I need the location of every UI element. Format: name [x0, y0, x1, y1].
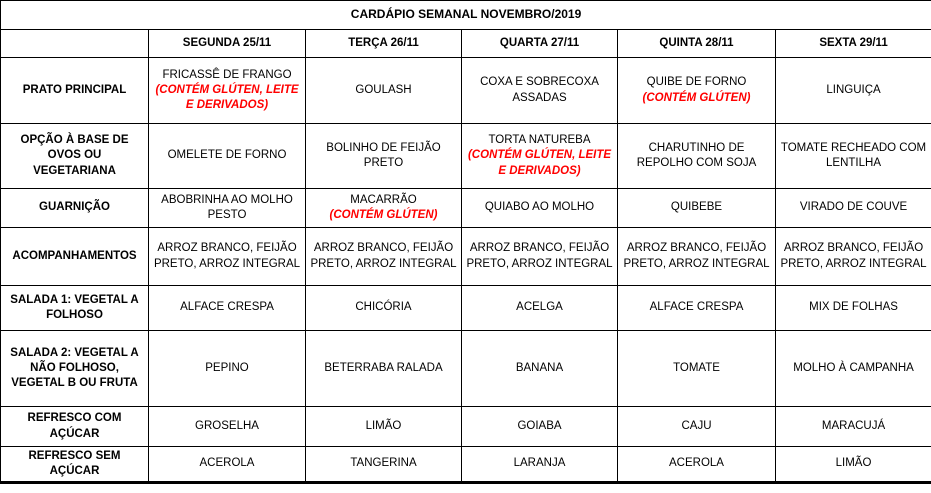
menu-cell — [149, 407, 306, 447]
menu-cell — [776, 228, 931, 286]
table-row — [1, 286, 931, 331]
menu-cell — [618, 407, 776, 447]
dish-name: ARROZ BRANCO, FEIJÃO PRETO, ARROZ INTEGRAL — [153, 242, 301, 270]
dish-name: LINGUIÇA — [826, 83, 881, 96]
table-row — [1, 447, 931, 483]
day-header-row — [1, 30, 931, 58]
dish-name: MOLHO À CAMPANHA — [793, 361, 914, 374]
menu-cell — [149, 447, 306, 483]
dish-name: ALFACE CRESPA — [649, 301, 744, 314]
page-title: CARDÁPIO SEMANAL NOVEMBRO/2019 — [1, 1, 931, 30]
table-row — [1, 331, 931, 407]
row-label: REFRESCO COM AÇÚCAR — [1, 407, 149, 447]
dish-name: CHICÓRIA — [355, 301, 412, 314]
dish-name: LIMÃO — [835, 457, 872, 470]
title-row — [1, 1, 931, 30]
menu-cell — [306, 407, 462, 447]
allergen-note: (CONTÉM GLÚTEN, LEITE E DERIVADOS) — [155, 83, 299, 112]
menu-cell — [618, 331, 776, 407]
dish-name: OMELETE DE FORNO — [167, 149, 287, 162]
table-row — [1, 228, 931, 286]
menu-body — [1, 58, 931, 483]
dish-name: ACELGA — [516, 301, 563, 314]
menu-cell — [306, 58, 462, 124]
dish-name: ACEROLA — [669, 457, 724, 470]
dish-name: BETERRABA RALADA — [324, 361, 443, 374]
dish-name: ACEROLA — [199, 457, 255, 470]
dish-name: ABOBRINHA AO MOLHO PESTO — [161, 193, 293, 221]
menu-cell — [618, 228, 776, 286]
menu-cell — [618, 58, 776, 124]
dish-name: PEPINO — [205, 361, 249, 374]
menu-cell — [306, 286, 462, 331]
dish-name: QUIBEBE — [670, 201, 723, 214]
table-row — [1, 58, 931, 124]
dish-name: ARROZ BRANCO, FEIJÃO PRETO, ARROZ INTEGRAL — [623, 242, 770, 270]
menu-cell — [462, 286, 618, 331]
row-label: GUARNIÇÃO — [1, 189, 149, 228]
dish-name: TANGERINA — [350, 457, 417, 470]
row-label: OPÇÃO À BASE DE OVOS OU VEGETARIANA — [1, 124, 149, 189]
dish-name: MIX DE FOLHAS — [809, 301, 898, 314]
menu-cell — [462, 407, 618, 447]
row-label: SALADA 1: VEGETAL A FOLHOSO — [1, 286, 149, 331]
dish-name: LIMÃO — [365, 419, 402, 432]
dish-name: ARROZ BRANCO, FEIJÃO PRETO, ARROZ INTEGRAL — [310, 242, 457, 270]
dish-name: ALFACE CRESPA — [180, 301, 274, 314]
dish-name: COXA E SOBRECOXA ASSADAS — [480, 76, 599, 104]
dish-name: TORTA NATUREBA — [488, 134, 591, 147]
menu-cell — [149, 286, 306, 331]
menu-cell — [462, 58, 618, 124]
menu-cell — [149, 228, 306, 286]
menu-cell — [462, 124, 618, 189]
dish-name: BOLINHO DE FEIJÃO PRETO — [326, 141, 441, 169]
allergen-note: (CONTÉM GLÚTEN) — [329, 209, 438, 221]
menu-cell — [776, 124, 931, 189]
table-row — [1, 124, 931, 189]
menu-cell — [462, 331, 618, 407]
table-row — [1, 407, 931, 447]
column-header: SEXTA 29/11 — [776, 30, 931, 58]
dish-name: ARROZ BRANCO, FEIJÃO PRETO, ARROZ INTEGRAL — [466, 242, 613, 270]
dish-name: BANANA — [515, 361, 564, 374]
menu-cell — [306, 447, 462, 483]
row-label: ACOMPANHAMENTOS — [1, 228, 149, 286]
menu-cell — [306, 228, 462, 286]
row-label: PRATO PRINCIPAL — [1, 58, 149, 124]
dish-name: ARROZ BRANCO, FEIJÃO PRETO, ARROZ INTEGRAL — [780, 242, 927, 270]
row-label: REFRESCO SEM AÇÚCAR — [1, 447, 149, 483]
menu-cell — [776, 447, 931, 483]
menu-cell — [776, 58, 931, 124]
menu-cell — [149, 58, 306, 124]
menu-cell — [149, 124, 306, 189]
menu-cell — [776, 189, 931, 228]
dish-name: QUIABO AO MOLHO — [484, 201, 595, 214]
dish-name: GOIABA — [517, 419, 562, 432]
column-header: QUINTA 28/11 — [618, 30, 776, 58]
column-header: QUARTA 27/11 — [462, 30, 618, 58]
menu-cell — [462, 189, 618, 228]
menu-cell — [149, 189, 306, 228]
dish-name: GOULASH — [355, 83, 412, 96]
menu-cell — [149, 331, 306, 407]
dish-name: TOMATE — [673, 361, 720, 374]
menu-cell — [462, 228, 618, 286]
corner-cell — [1, 30, 149, 58]
menu-cell — [306, 124, 462, 189]
column-header: TERÇA 26/11 — [306, 30, 462, 58]
allergen-note: (CONTÉM GLÚTEN) — [642, 91, 751, 104]
menu-cell — [306, 189, 462, 228]
menu-cell — [462, 447, 618, 483]
dish-name: MARACUJÁ — [821, 419, 886, 432]
menu-cell — [776, 331, 931, 407]
allergen-note: (CONTÉM GLÚTEN, LEITE E DERIVADOS) — [467, 149, 612, 177]
menu-cell — [306, 331, 462, 407]
menu-cell — [776, 286, 931, 331]
dish-name: CHARUTINHO DE REPOLHO COM SOJA — [636, 141, 757, 169]
menu-cell — [618, 286, 776, 331]
menu-cell — [618, 447, 776, 483]
menu-cell — [618, 189, 776, 228]
dish-name: QUIBE DE FORNO — [646, 76, 747, 89]
menu-cell — [776, 407, 931, 447]
menu-cell — [618, 124, 776, 189]
dish-name: FRICASSÊ DE FRANGO — [162, 68, 292, 81]
row-label: SALADA 2: VEGETAL A NÃO FOLHOSO, VEGETAL B OU FRUTA — [1, 331, 149, 407]
table-row — [1, 189, 931, 228]
dish-name: LARANJA — [513, 457, 566, 470]
dish-name: VIRADO DE COUVE — [799, 201, 908, 214]
dish-name: CAJU — [681, 419, 712, 432]
dish-name: TOMATE RECHEADO COM LENTILHA — [780, 141, 927, 169]
dish-name: GROSELHA — [195, 419, 259, 432]
dish-name: MACARRÃO — [350, 193, 417, 206]
column-header: SEGUNDA 25/11 — [149, 30, 306, 58]
